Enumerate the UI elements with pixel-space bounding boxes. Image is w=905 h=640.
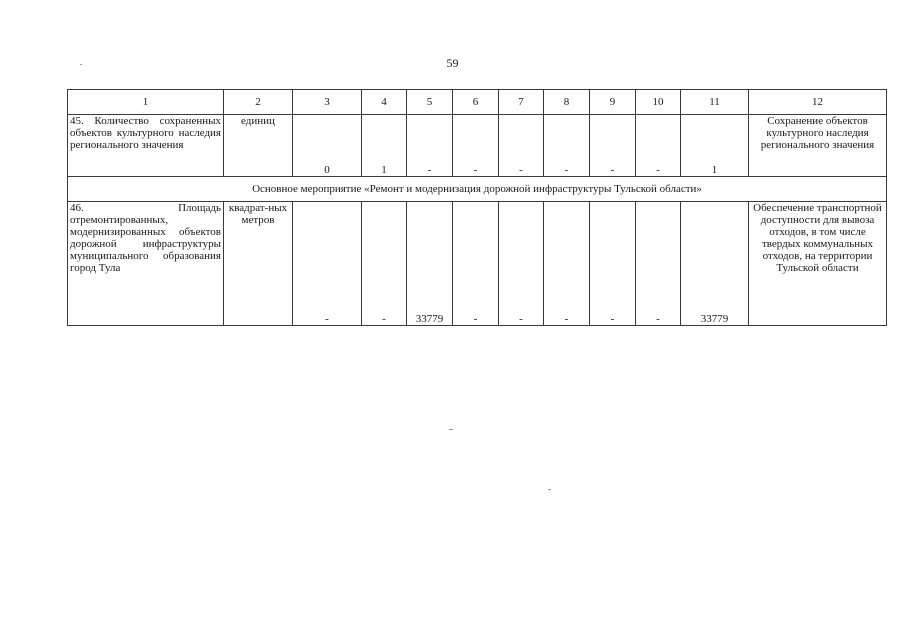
value-cell: -: [544, 115, 590, 177]
value-cell: -: [293, 202, 362, 326]
value-cell: 33779: [681, 202, 749, 326]
column-header: 2: [224, 90, 293, 115]
column-header: 7: [499, 90, 544, 115]
column-header: 6: [453, 90, 499, 115]
section-row: [68, 177, 887, 202]
scan-speck: [80, 64, 82, 65]
column-header: 8: [544, 90, 590, 115]
value-cell: -: [362, 202, 407, 326]
column-header: 12: [749, 90, 887, 115]
unit-cell: единиц: [224, 115, 293, 177]
indicator-name: 45. Количество сохраненных объектов культурного наследия регионального значения: [68, 115, 224, 177]
indicators-table: [67, 89, 887, 326]
unit-cell: квадрат-ных метров: [224, 202, 293, 326]
column-header: 11: [681, 90, 749, 115]
table-row: [68, 115, 887, 177]
value-cell: -: [590, 202, 636, 326]
expected-result-cell: Сохранение объектов культурного наследия регионального значения: [749, 115, 887, 177]
value-cell: -: [544, 202, 590, 326]
scan-speck: [548, 489, 551, 490]
column-header: 10: [636, 90, 681, 115]
column-header: 1: [68, 90, 224, 115]
value-cell: -: [499, 115, 544, 177]
value-cell: -: [499, 202, 544, 326]
value-cell: -: [636, 115, 681, 177]
table-row: [68, 202, 887, 326]
value-cell: 0: [293, 115, 362, 177]
scan-speck: [449, 429, 453, 430]
value-cell: 1: [362, 115, 407, 177]
value-cell: -: [636, 202, 681, 326]
value-cell: -: [407, 115, 453, 177]
value-cell: 33779: [407, 202, 453, 326]
column-header: 3: [293, 90, 362, 115]
indicator-name: 46. Площадь отремонтированных, модернизированных объектов дорожной инфраструктуры муниципального образования город Тула: [68, 202, 224, 326]
value-cell: -: [453, 115, 499, 177]
value-cell: 1: [681, 115, 749, 177]
page-number: 59: [446, 56, 459, 70]
column-header: 4: [362, 90, 407, 115]
expected-result-cell: Обеспечение транспортной доступности для вывоза отходов, в том числе твердых коммунальных отходов, на территории Тульской области: [749, 202, 887, 326]
column-header: 5: [407, 90, 453, 115]
value-cell: -: [453, 202, 499, 326]
column-header: 9: [590, 90, 636, 115]
column-number-row: [68, 90, 887, 115]
section-title: Основное мероприятие «Ремонт и модернизация дорожной инфраструктуры Тульской области»: [68, 177, 887, 202]
value-cell: -: [590, 115, 636, 177]
